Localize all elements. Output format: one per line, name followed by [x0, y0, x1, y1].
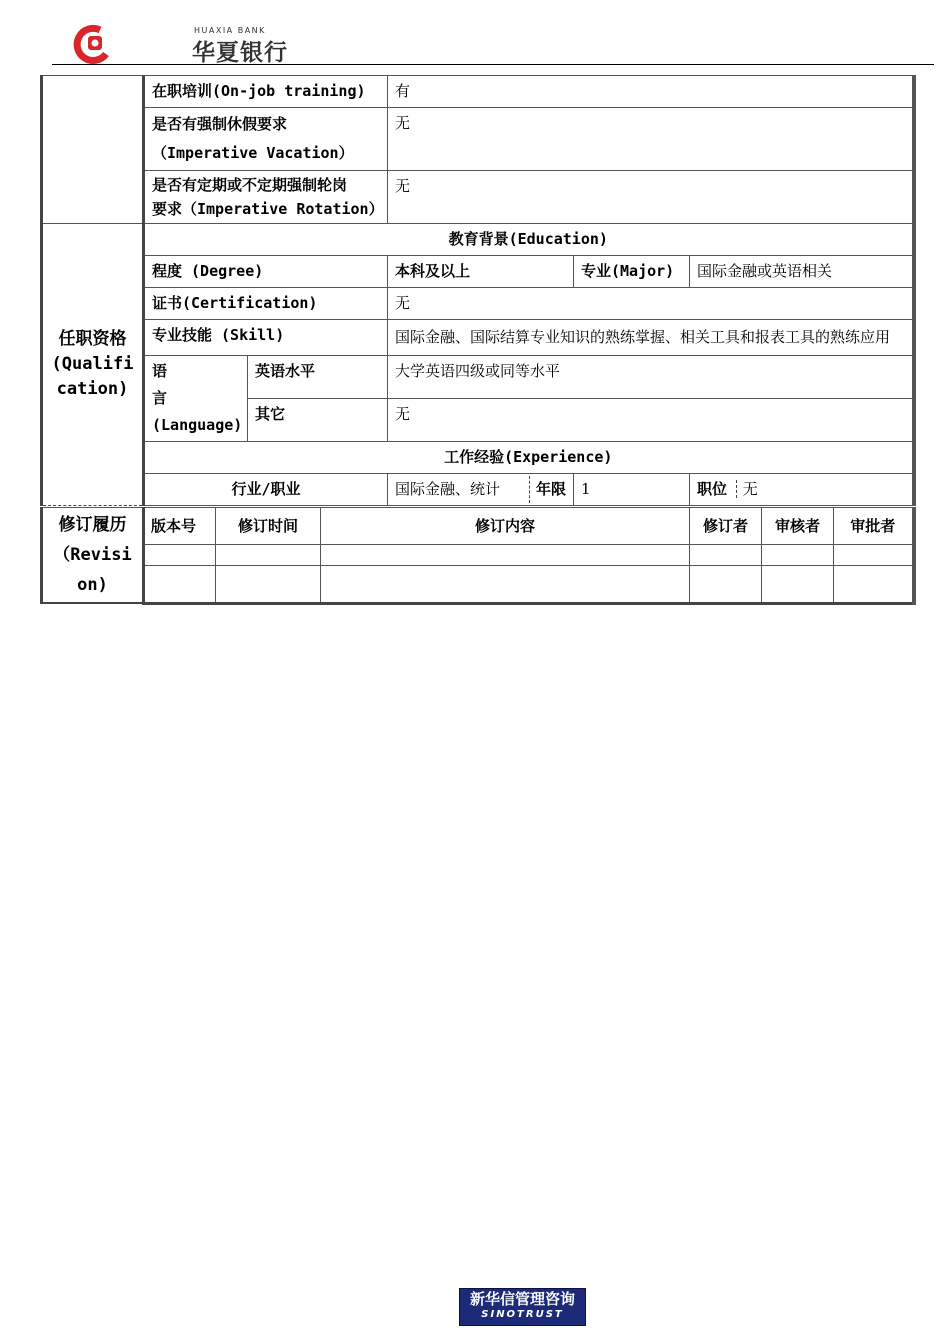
revision-cell [216, 544, 321, 565]
vacation-label [144, 108, 388, 171]
revision-cell [321, 565, 690, 603]
brand-name-cn: 华夏银行 [192, 40, 288, 66]
col-revision-content: 修订内容 [321, 508, 690, 545]
revision-label-line1: 修订履历 [58, 515, 127, 535]
skill-value: 国际金融、国际结算专业知识的熟练掌握、相关工具和报表工具的熟练应用 [388, 320, 914, 356]
industry-value [388, 474, 574, 506]
header-divider [52, 64, 934, 65]
other-language-label: 其它 [248, 399, 388, 442]
revision-table [40, 507, 916, 605]
rotation-value: 无 [388, 171, 914, 224]
revision-cell [834, 544, 914, 565]
col-approver: 审批者 [834, 508, 914, 545]
major-label: 专业(Major) [574, 256, 690, 288]
col-reviewer: 审核者 [762, 508, 834, 545]
certification-label: 证书(Certification) [144, 288, 388, 320]
footer-logo-cn: 新华信管理咨询 [469, 1290, 575, 1308]
english-level-value: 大学英语四级或同等水平 [388, 356, 914, 399]
years-value: 1 [574, 474, 690, 506]
training-label: 在职培训(On-job training) [144, 76, 388, 108]
vacation-label-line1: 是否有强制休假要求 [152, 115, 288, 133]
industry-value-text: 国际金融、统计 [395, 480, 501, 498]
sinotrust-logo [459, 1288, 586, 1326]
language-label [144, 356, 248, 442]
revision-group-label [42, 508, 144, 604]
years-label: 年限 [529, 476, 566, 503]
certification-value: 无 [388, 288, 914, 320]
table-row [42, 474, 914, 506]
position-cell [690, 474, 914, 506]
table-row [42, 544, 914, 565]
table-row [42, 171, 914, 224]
vacation-label-line2: （Imperative Vacation） [152, 144, 354, 162]
table-row [42, 108, 914, 171]
brand-name-en: HUAXIA BANK [194, 26, 266, 35]
table-row [42, 224, 914, 256]
revision-cell [762, 544, 834, 565]
qualification-label-line3: cation) [56, 379, 129, 399]
degree-label: 程度 (Degree) [144, 256, 388, 288]
english-level-label: 英语水平 [248, 356, 388, 399]
col-revision-time: 修订时间 [216, 508, 321, 545]
qualification-group-label [42, 224, 144, 506]
rotation-label-line1: 是否有定期或不定期强制轮岗 [152, 176, 348, 194]
revision-cell [690, 565, 762, 603]
other-language-value: 无 [388, 399, 914, 442]
qualification-label-line2: (Qualifi [51, 354, 134, 374]
rotation-label-line2: 要求（Imperative Rotation） [152, 200, 384, 218]
language-label-line1: 语 言 [152, 362, 190, 407]
position-label: 职位 [697, 480, 728, 498]
vacation-value: 无 [388, 108, 914, 171]
major-value: 国际金融或英语相关 [690, 256, 914, 288]
job-description-table [40, 75, 916, 506]
education-header: 教育背景(Education) [144, 224, 914, 256]
experience-header: 工作经验(Experience) [144, 442, 914, 474]
skill-label: 专业技能 (Skill) [144, 320, 388, 356]
col-version: 版本号 [144, 508, 216, 545]
revision-cell [216, 565, 321, 603]
table-row [42, 76, 914, 108]
industry-label: 行业/职业 [144, 474, 388, 506]
position-value: 无 [736, 480, 758, 498]
revision-cell [834, 565, 914, 603]
table-row [42, 256, 914, 288]
page-header [70, 24, 934, 68]
revision-cell [762, 565, 834, 603]
revision-cell [144, 565, 216, 603]
blank-group-cell [42, 76, 144, 224]
revision-cell [144, 544, 216, 565]
table-row [42, 356, 914, 399]
revision-cell [321, 544, 690, 565]
qualification-label-line1: 任职资格 [58, 329, 127, 349]
table-row [42, 320, 914, 356]
revision-label-line2: （Revisi [53, 545, 132, 565]
table-row [42, 442, 914, 474]
language-label-line2: (Language) [152, 416, 243, 434]
footer-logo-en: SINOTRUST [481, 1309, 564, 1320]
degree-value: 本科及以上 [388, 256, 574, 288]
revision-label-line3: on) [77, 575, 108, 595]
table-row [42, 288, 914, 320]
table-row [42, 508, 914, 545]
rotation-label [144, 171, 388, 224]
huaxia-bank-logo-icon [70, 24, 116, 64]
training-value: 有 [388, 76, 914, 108]
col-reviser: 修订者 [690, 508, 762, 545]
table-row [42, 565, 914, 603]
revision-cell [690, 544, 762, 565]
